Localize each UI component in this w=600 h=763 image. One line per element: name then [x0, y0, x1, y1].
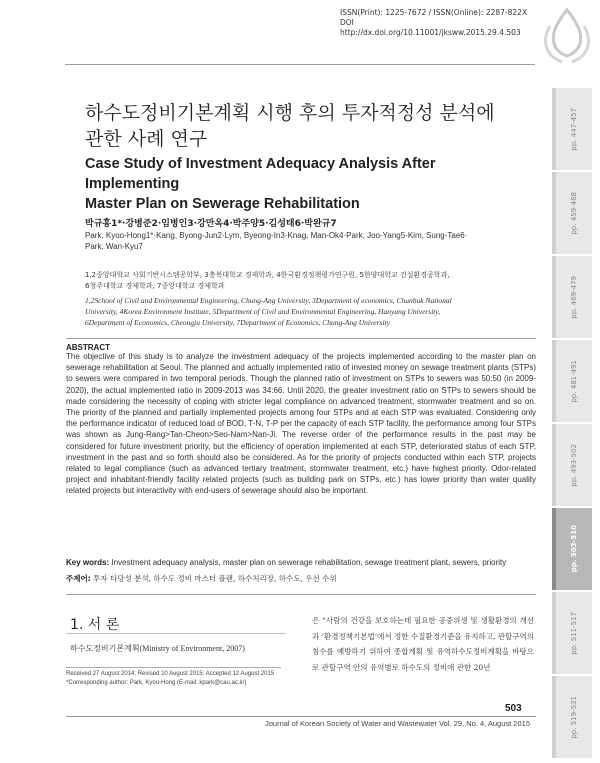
tab-pp-481-491[interactable]: pp. 481-491: [552, 340, 592, 422]
keywords-text: Investment adequacy analysis, master plan on sewerage rehabilitation, sewage treatment plant, sewers, priority: [111, 558, 507, 567]
body-left-column: 하수도정비기본계획(Ministry of Environment, 2007): [70, 644, 245, 653]
keywords-kr-label: 주제어:: [66, 574, 91, 583]
korean-title: 하수도정비기본계획 시행 후의 투자적정성 분석에 관한 사례 연구: [85, 102, 495, 150]
tab-pp-469-479[interactable]: pp. 469-479: [552, 256, 592, 338]
body-right-column: 은 “사람의 건강을 보호하는데 필요한 공중위생 및 생활환경의 개선과 ‘환경정책기본법’에서 정한 수질환경기준을 유지하고, 관할구역의 침수를 예방하기 위하여 종합계획 및 유역하수도정비계획을 바탕으로 관할구역 안의 유역별로 하수도의 정비에 관한 20년: [312, 616, 534, 672]
tab-pp-519-531[interactable]: pp. 519-531: [552, 676, 592, 758]
keywords-kr-text: 투자 타당성 분석, 하수도 정비 마스터 플랜, 하수처리장, 하수도, 우선 수위: [93, 574, 337, 583]
tab-pp-511-517[interactable]: pp. 511-517: [552, 592, 592, 674]
section-divider: [66, 594, 536, 595]
received-dates: Received 27 August 2014; Revised 10 August 2015; Accepted 12 August 2015: [66, 671, 275, 677]
leaf-drops-logo-icon: [540, 6, 594, 64]
tab-pp-447-457[interactable]: pp. 447-457: [552, 88, 592, 170]
footnote-rule: [66, 667, 281, 668]
footnotes: [66, 670, 286, 688]
authors-english: Park, Kyoo-Hong1*·Kang, Byong-Jun2·Lym, Byeong-In3·Knag, Man-Ok4·Park, Joo-Yang5·Kim, Sung-Tae6· Park, Wan-Kyu7: [85, 231, 468, 251]
header-rule: [65, 64, 535, 65]
footer-rule: [66, 716, 536, 717]
abstract-heading: ABSTRACT: [66, 338, 536, 352]
issn-text: ISSN(Print): 1225-7672 / ISSN(Online): 2287-822X: [340, 8, 528, 17]
section-title: 1. 서 론: [70, 617, 120, 633]
authors-korean: 박규홍1*·강병준2·임병인3·강만옥4·박주양5·김성태6·박완규7: [85, 219, 337, 229]
keywords-english: [66, 557, 536, 568]
tab-pp-503-510[interactable]: pp. 503-510: [552, 508, 592, 590]
corresponding-author: *Corresponding author: Park, Kyoo-Hong (E-mail: kpark@cau.ac.kr): [66, 680, 247, 686]
issn-doi-block: [340, 8, 530, 38]
doi-link[interactable]: DOI http://dx.doi.org/10.11001/jksww.2015.29.4.503: [340, 18, 521, 37]
abstract-body: The objective of this study is to analyze the investment adequacy of the projects implemented according to the master plan on sewerage rehabilitation at Seoul. The planned and actually implemented ratio of invested money on sewage treatment plants (STPs) to sewers were compared in two temporal periods. Though the planned ratio of investment on STPs to sewers was 50:50 (in 2009-2020), the actual implemented ratio in 2009-2013 was 34:66. Until 2020, the greater investment ratio on STPs to sewers should be made considering the necessity of coping with stricter legal compliance on advanced treatment, stormwater treatment and so on. The priority of the planned and partially implemented projects among four STPs and at each STP was evaluated. Considering only the performance indicator of reduced load of BOD, T-N, T-P per the capacity of each STP facility, the performance among four STPs was shown as Jung-Rang>Tan-Cheon>Seo-Nam>Nan-Ji. The reverse order of the performance results in the past may be considered for future investment priority, but the efficiency of operation implemented at each STP, deteriorated status of each STP, investment in the past and so forth should also be considered. As for the priority of projects conducted within each STP, projects related to legal compliance (such as advanced tertiary treatment, stormwater treatment, etc.) have highest priority. Odor-related project and inhabitant-friendly facility related projects (such as building park on STPs, etc.) has lower priority than water quality related projects but interactivity with end-users of sewerage should also be important.: [66, 352, 536, 496]
section-title-rule: [66, 633, 286, 634]
journal-citation: Journal of Korean Society of Water and Wastewater Vol. 29, No. 4, August 2015: [264, 719, 530, 728]
affiliations-english: 1,2School of Civil and Environmental Engineering, Chung-Ang University, 3Department of economics, Chunbuk National University, 4Korea Environment Institute, 5Department of Civil and Environmental Engineering, Hanyang University, 6Department of Economics, Cheongju University, 7Department of Economics, Chung-Ang University: [85, 296, 452, 327]
tab-pp-459-468[interactable]: pp. 459-468: [552, 172, 592, 254]
tab-pp-493-502[interactable]: pp. 493-502: [552, 424, 592, 506]
page-number: 503: [505, 703, 522, 714]
affiliations-korean: 1,2중앙대학교 사회기반시스템공학부, 3충북대학교 경제학과, 4한국환경정책평가연구원, 5한양대학교 건설환경공학과, 6청주대학교 경제학과, 7중앙대학교 경제학과: [85, 271, 450, 290]
english-title: Case Study of Investment Adequacy Analysis After Implementing Master Plan on Sewerage Rehabilitation: [85, 156, 436, 212]
keywords-korean: [66, 573, 536, 584]
keywords-label: Key words:: [66, 558, 110, 567]
